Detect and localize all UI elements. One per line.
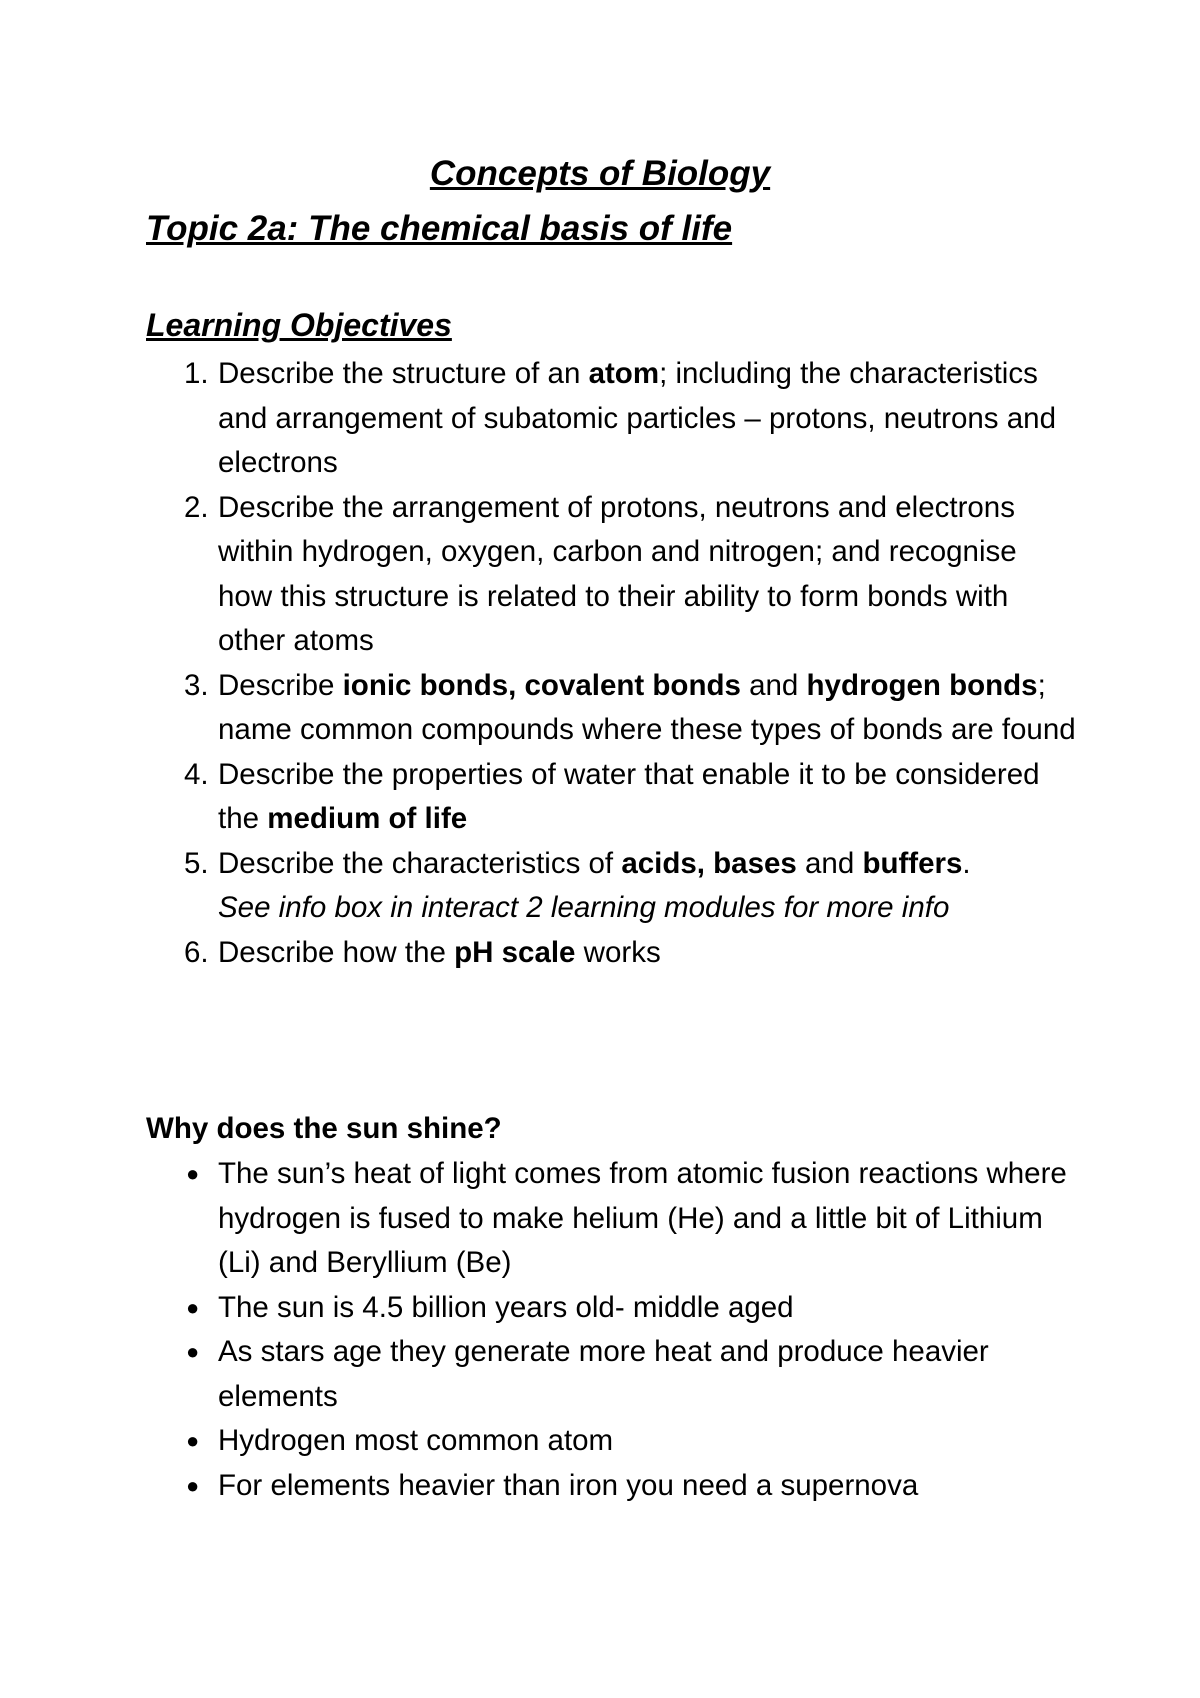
list-item-text: As stars age they generate more heat and produce heavier elements — [218, 1335, 989, 1413]
list-item — [146, 1419, 1076, 1464]
objective-number: 5. — [184, 846, 209, 880]
objective-note: See info box in interact 2 learning modules for more info — [218, 891, 950, 924]
objective-text: Describe the characteristics of — [218, 846, 622, 880]
objective-text: ; name common compounds where these types of bonds are found — [218, 668, 1076, 746]
objective-text: and — [796, 846, 863, 880]
objective-number: 2. — [184, 490, 209, 524]
objective-keyword: hydrogen bonds — [806, 668, 1038, 702]
objective-keyword: ionic bonds, covalent bonds — [342, 668, 741, 702]
bullet-icon: ● — [186, 1472, 200, 1498]
objective-keyword: buffers — [862, 846, 963, 880]
objective-text: works — [575, 935, 661, 969]
objective-item — [146, 842, 1076, 931]
objective-number: 1. — [184, 357, 209, 390]
list-item — [146, 1286, 1076, 1331]
objective-text: ; including the characteristics and arrangement of subatomic particles – protons, neutrons and electrons — [218, 357, 1056, 479]
objective-keyword: medium of life — [267, 802, 468, 835]
objective-item — [146, 486, 1076, 664]
bullet-icon: ● — [186, 1428, 200, 1453]
list-item — [146, 1464, 1076, 1509]
document-title: Concepts of Biology — [429, 154, 771, 193]
objective-text: and — [740, 668, 807, 702]
objective-item — [146, 753, 1076, 842]
bullet-icon: ● — [186, 1161, 200, 1186]
objective-number: 6. — [184, 935, 209, 969]
objective-number: 3. — [184, 668, 209, 702]
bullet-icon: ● — [186, 1294, 200, 1320]
objective-text: Describe the properties of water that enable it to be considered the — [218, 757, 1040, 835]
objective-text: Describe the structure of an — [218, 357, 589, 390]
sun-facts-list — [146, 1152, 1076, 1508]
objective-text: Describe how the — [218, 935, 455, 969]
objective-item — [146, 931, 1076, 976]
objective-text: Describe — [218, 668, 343, 702]
list-item — [146, 1330, 1076, 1419]
list-item — [146, 1152, 1076, 1286]
objective-keyword: acids, bases — [621, 846, 797, 880]
objective-text: Describe the arrangement of protons, neutrons and electrons within hydrogen, oxygen, carbon and nitrogen; and recognise how this structure is related to their ability to form bonds with other atoms — [218, 490, 1017, 657]
why-sun-shine-heading: Why does the sun shine? — [146, 1112, 502, 1145]
objective-text: . — [962, 846, 971, 880]
objective-keyword: pH scale — [454, 935, 576, 969]
list-item-text: The sun is 4.5 billion years old- middle aged — [218, 1290, 794, 1324]
objective-item — [146, 664, 1076, 753]
learning-objectives-heading: Learning Objectives — [146, 307, 452, 343]
list-item-text: The sun’s heat of light comes from atomic fusion reactions where hydrogen is fused to make helium (He) and a little bit of Lithium (Li) and Beryllium (Be) — [218, 1157, 1067, 1279]
list-item-text: For elements heavier than iron you need a supernova — [218, 1468, 919, 1502]
list-item-text: Hydrogen most common atom — [218, 1424, 614, 1457]
topic-heading: Topic 2a: The chemical basis of life — [146, 209, 733, 248]
objective-number: 4. — [184, 757, 209, 791]
learning-objectives-list — [146, 352, 1076, 975]
objective-keyword: atom — [588, 357, 660, 390]
bullet-icon: ● — [186, 1339, 200, 1364]
objective-item — [146, 352, 1076, 486]
